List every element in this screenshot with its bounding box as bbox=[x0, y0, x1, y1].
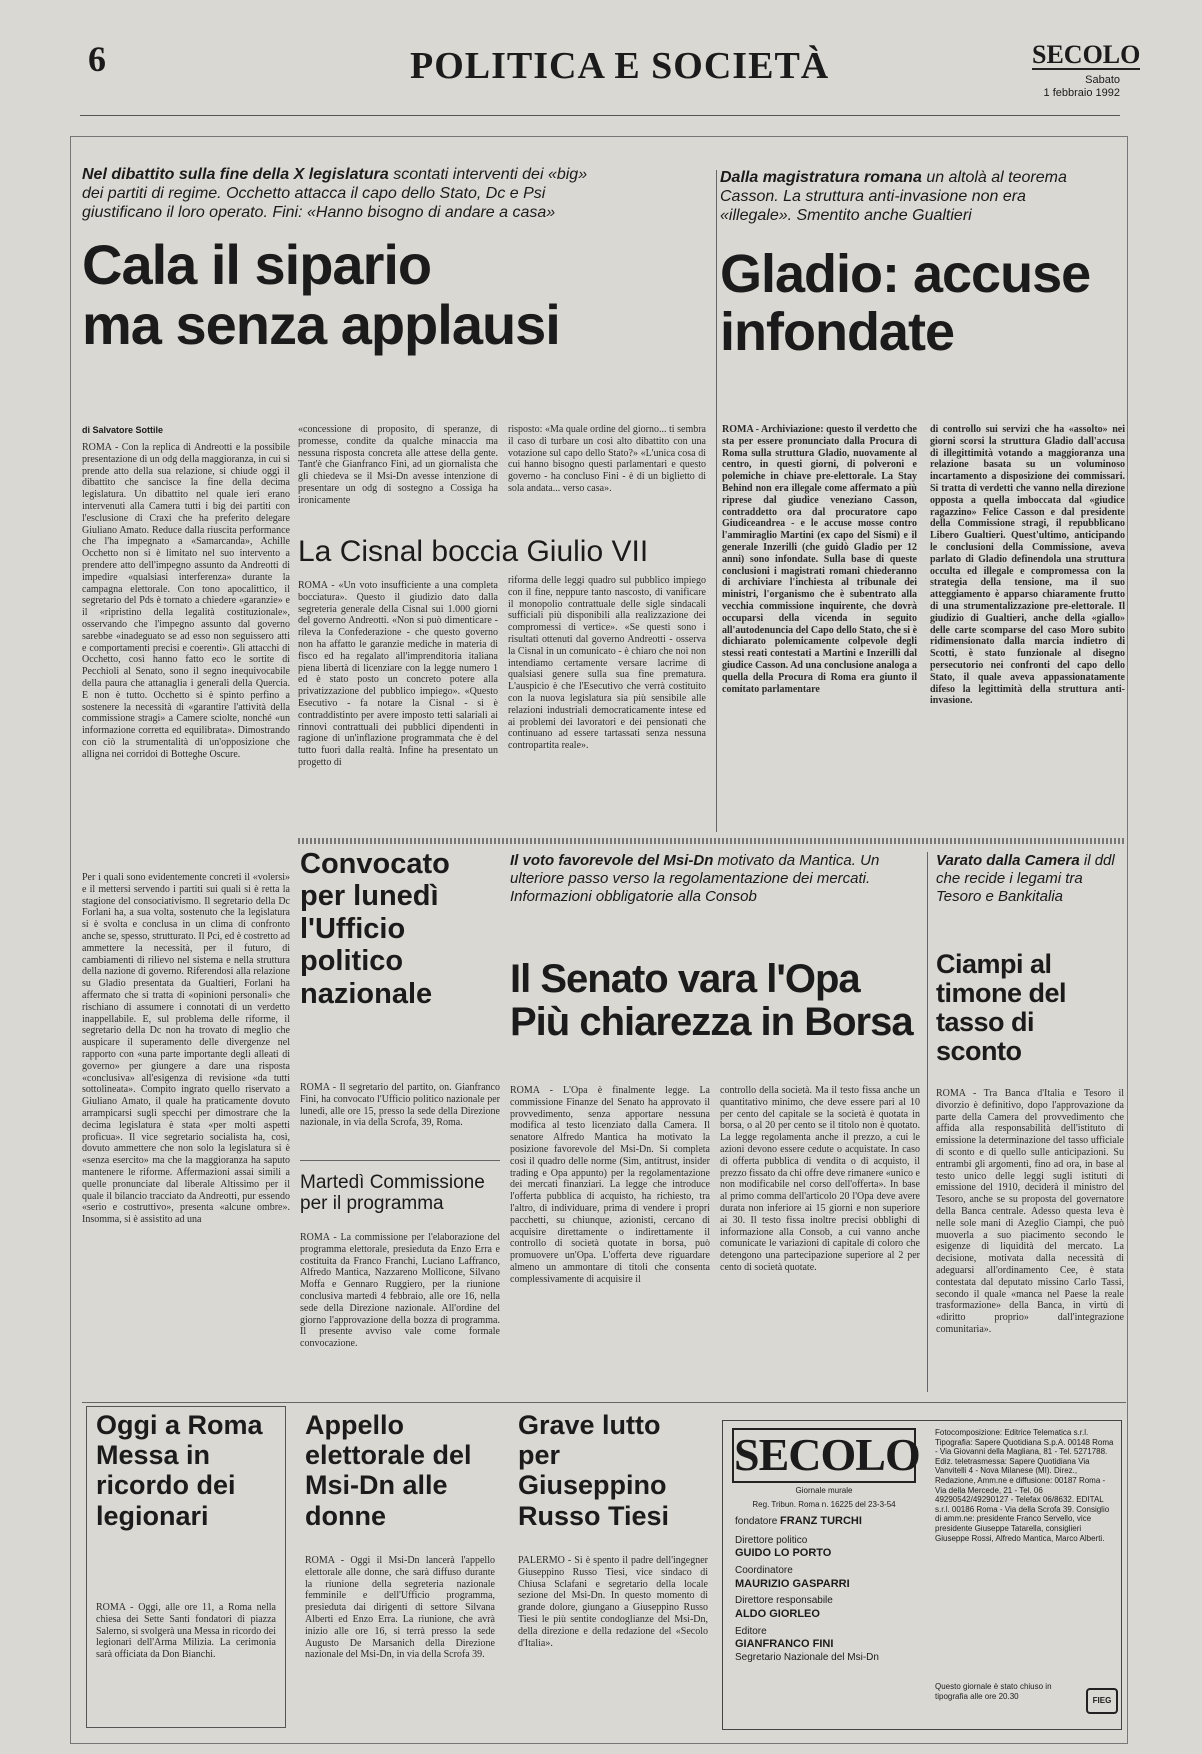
lower-rule bbox=[82, 1402, 1126, 1403]
masthead-logo: SECOLO bbox=[1032, 40, 1141, 69]
article1-headline-line2: ma senza applausi bbox=[82, 293, 560, 357]
article6-headline-line2: Più chiarezza in Borsa bbox=[510, 1000, 913, 1045]
article1-column-bottom: Per i quali sono evidentemente concreti il «volersi» e il mettersi servendo i partiti sui quali si è retta la stagione del consociativismo. Il segretario della Dc Forlani ha, a sua volta, sostenuto che la legislatura si è svolta e conclusa in un clima di confronto anche se, spesso, strutturato. Il Pci, ed è costretto ad ammettere la necessità, per il futuro, di cambiamenti di rilievo nel sistema e nella struttura della nazione di governo. Riferendosi alla relazione su Gladio presentata da Gualtieri, Forlani ha affermato che si tratta di «opinioni personali» che rischiano di assumere i connotati di un verdetto inappellabile. E, sul problema delle riforme, il segretario della Dc non ha trovato di meglio che auspicare il superamento delle divergenze nel rapporto con «una parte importante degli alleati di governo» per giungere a dare una risposta «conclusiva» all'esigenza di revisione «da tutti sottolineata». Compito ingrato quello riservato a Giuliano Amato, il quale ha praticamente dovuto arrampicarsi sugli specchi per dimostrare che la decima legislatura è stata «per molti aspetti proficua». Il vice segretario socialista ha, così, dovuto ammettere che non solo la legislatura si è «senza esercito» ma che la maggioranza ha saputo mantenere le riforme. Affermazioni assai simili a quelle pronunciate dal liberale Altissimo per il quale il bilancio tracciato da Andreotti, pur essendo «serio e costruttivo», presenta «alcune ombre». Insomma, si è assistito ad una bbox=[82, 872, 290, 1226]
article6-column-1: ROMA - L'Opa è finalmente legge. La commissione Finanze del Senato ha approvato il provvedimento, senza apportare nessuna modifica al testo licenziato dalla Camera. Il senatore Alfredo Mantica ha motivato la posizione favorevole del Msi-Dn. Si completa così il quadro delle norme (Sim, antitrust, insider trading e Opa appunto) per la regolamentazione dei mercati finanziari. La legge che introduce l'offerta pubblica di acquisto, ha richiesto, tra l'altro, di individuare, prima di vendere i propri pacchetti, su chiunque, azionisti, cercano di acquisire direttamente o indirettamente il controllo di società quotate in borsa, può promuovere un'Opa. L'offerta deve riguardare almeno un ammontare di titoli che consenta complessivamente di acquisire il bbox=[510, 1085, 710, 1285]
article1-kicker-bold: Nel dibattito sulla fine della X legislatura bbox=[82, 166, 389, 183]
article9-headline: Appello elettorale del Msi-Dn alle donne bbox=[305, 1410, 472, 1531]
article1-column-3: risposto: «Ma quale ordine del giorno... ti sembra il caso di turbare un così alto dibattito con una votazione sul capo dello Stato?» «L'unica cosa di cui hanno bisogno questi parlamentari e questo governo - ha concluso Fini - è di un biglietto di sola andata... verso casa». bbox=[508, 424, 706, 494]
article1-headline bbox=[82, 235, 622, 356]
page-number: 6 bbox=[88, 39, 106, 79]
article10-headline: Grave lutto per Giuseppino Russo Tiesi bbox=[518, 1410, 670, 1531]
article1-column-2: «concessione di proposito, di speranze, di promesse, condite da qualche minaccia ma nessuna risposta concreta alle attese della gente. Tant'è che Gianfranco Fini, ad un giornalista che gli chiedeva se il Msi-Dn avesse intenzione di presentare un odg di sostegno a Cossiga ha ironicamente bbox=[298, 424, 498, 506]
article6-headline bbox=[510, 958, 930, 1044]
fieg-badge: FIEG bbox=[1086, 1688, 1118, 1714]
article7-body: ROMA - Tra Banca d'Italia e Tesoro il divorzio è definitivo, dopo l'approvazione da parte della Camera del provvedimento che affida alla responsabilità dell'istituto di emissione la determinazione del tasso ufficiale di sconto e di quello sulle anticipazioni. Su entrambi gli argomenti, fino ad ora, in base al testo unico delle leggi sugli istituti di emissione del 1910, deciderà il ministro del Tesoro, anche se su proposta del governatore della Banca centrale. Adesso questa leva è nelle sole mani di Azeglio Ciampi, che può muoverla a suo piacimento secondo le esigenze di liquidità del mercato. La decisione, motivata dalla necessità di adeguarsi all'ordinamento Cee, è stata contestata dal deputato missino Carlo Tassi, secondo il quale «manca nel Paese la reale trasformazione» della Banca, in virtù di «diritto proprio» dall'integrazione comunitaria». bbox=[936, 1088, 1124, 1335]
article7-kicker-bold: Varato dalla Camera bbox=[936, 852, 1080, 869]
article7-kicker bbox=[936, 852, 1126, 906]
publisher-name: GIANFRANCO FINI bbox=[735, 1638, 834, 1650]
article8-headline: Oggi a Roma Messa in ricordo dei legionari bbox=[96, 1410, 263, 1531]
article5-body: ROMA - La commissione per l'elaborazione del programma elettorale, presieduta da Enzo Erra e costituita da Franco Franchi, Luciano Laffranco, Alfredo Mantica, Nazzareno Mollicone, Silvano Moffa e Gennaro Ruggiero, per la riunione conclusiva martedì 4 febbraio, alle ore 16, nella sede della Direzione nazionale. All'ordine del giorno l'approvazione della bozza di programma. Il presente avviso vale come formale convocazione. bbox=[300, 1232, 500, 1350]
article1-headline-line1: Cala il sipario bbox=[82, 233, 432, 296]
colophon-registration: Reg. Tribun. Roma n. 16225 del 23-3-54 bbox=[752, 1500, 896, 1509]
article2-kicker-text: un altolà al teorema Casson. La struttura anti-invasione non era «illegale». Smentito anche Gualtieri bbox=[720, 169, 1067, 225]
responsible-director-name: ALDO GIORLEO bbox=[735, 1607, 820, 1620]
article4-headline: Convocato per lunedì l'Ufficio politico nazionale bbox=[300, 848, 450, 1010]
publisher-role: Segretario Nazionale del Msi-Dn bbox=[735, 1651, 879, 1663]
article6-kicker bbox=[510, 852, 910, 906]
article6-kicker-bold: Il voto favorevole del Msi-Dn bbox=[510, 852, 714, 869]
colophon-subtitle: Giornale murale bbox=[795, 1486, 853, 1495]
column-rule-2 bbox=[927, 852, 928, 1392]
political-director-name: GUIDO LO PORTO bbox=[735, 1547, 832, 1560]
article1-kicker-text: scontati interventi dei «big» dei partiti di regime. Occhetto attacca il capo dello Stato, Dc e Psi giustificano il loro operato. Fini: «Hanno bisogno di andare a casa» bbox=[82, 166, 588, 222]
dateline bbox=[1040, 74, 1120, 100]
separator-band bbox=[298, 838, 1126, 844]
article8-body: ROMA - Oggi, alle ore 11, a Roma nella chiesa dei Sette Santi fondatori di piazza Salerno, si svolgerà una Messa in ricordo dei legionari dell'Arma Milizia. La cerimonia sarà officiata da Don Bianchi. bbox=[96, 1602, 276, 1661]
article1-byline: di Salvatore Sottile bbox=[82, 425, 164, 435]
article2-column-1: ROMA - Archiviazione: questo il verdetto che sta per essere pronunciato dalla Procura di Roma sulla struttura Gladio, nuovamente al centro, in questi giorni, di polveroni e polemiche in chiave pre-elettorale. La Stay Behind non era illegale come affermato a più riprese dal giudice veneziano Casson, contraddetto ora dal procuratore capo Giudiceandrea - e le accuse mosse contro l'ammiraglio Martini (ex capo del Sismi) e il generale Inzerilli (che guidò Gladio per 12 anni) sono infondate. Sulla base di queste conclusioni i magistrati romani chiederanno di archiviare l'inchiesta al tribunale dei ministri, l'organismo che è subentrato alla vecchia commissione inquirente, che dovrà occuparsi della vicenda in seguito all'autodenuncia del Capo dello Stato, che si è dichiarato polemicamente colpevole degli stessi reati contestati a Martini e Inzerilli dal giudice Casson. Ad una conclusione analoga a quella della Procura di Roma era giunto il comitato parlamentare bbox=[722, 424, 917, 695]
article2-headline-line2: infondate bbox=[720, 302, 954, 363]
article10-body: PALERMO - Si è spento il padre dell'ingegner Giuseppino Russo Tiesi, vice sindaco di Chiusa Sclafani e segretario della locale sezione del Msi-Dn. In questo momento di grande dolore, giungano a Giuseppino Russo Tiesi le più sentite condoglianze del Msi-Dn, della direzione e della redazione del «Secolo d'Italia». bbox=[518, 1555, 708, 1649]
article2-kicker bbox=[720, 168, 1100, 226]
article4-rule bbox=[300, 1160, 500, 1161]
article3-headline: La Cisnal boccia Giulio VII bbox=[298, 535, 649, 568]
section-title: POLITICA E SOCIETÀ bbox=[410, 45, 830, 87]
article1-column-1: ROMA - Con la replica di Andreotti e la possibile presentazione di un odg della maggioranza, in cui si prende atto della sua relazione, si chiude oggi il dibattito che sancisce la fine della decima legislatura. Un dibattito nel quale ieri erano intervenuti alla Camera tutti i big dei partiti con l'esclusione di Craxi che ha preferito delegare Giuliano Amato. Reduce dalla riuscita performance che l'ha impegnato a «Samarcanda», Achille Occhetto non si è limitato nel suo intervento a prendere atto dell'impegno assunto da Andreotti di impedire «qualsiasi interferenza» durante la campagna elettorale. Con tono apocalittico, il segretario del Pds è tornato a chiedere «garanzie» e il «ripristino della legalità costituzionale», osservando che l'impegno assunto dal governo sarebbe «inadeguato se ad esso non seguissero atti e comportamenti precisi e coerenti». Gli attacchi di Occhetto, così hanno fatto eco le sortite di Pecchioli al Senato, sono il segno inequivocabile della paura che attanaglia i generali della Quercia. E non è tutto. Occhetto si è spinto perfino a sostenere la necessità di «garantire l'attività della commissione stragi» a Camere sciolte, nonché «un informazione corretta ed equilibrata». Dimostrando con ciò la strumentalità di un'opposizione che alligna nei corridoi di Botteghe Oscure. bbox=[82, 442, 290, 760]
article6-kicker-text: motivato da Mantica. Un ulteriore passo verso la regolamentazione dei mercati. Informazioni obbligatorie alla Consob bbox=[510, 852, 880, 905]
article2-headline bbox=[720, 245, 1120, 362]
coordinator-label: Coordinatore bbox=[735, 1565, 793, 1576]
article1-kicker bbox=[82, 165, 602, 223]
publisher-label: Editore bbox=[735, 1625, 767, 1637]
founder-name: FRANZ TURCHI bbox=[780, 1515, 862, 1527]
colophon-logo: SECOLO bbox=[732, 1428, 916, 1483]
article6-column-2: controllo della società. Ma il testo fissa anche un quantitativo minimo, che deve essere pari al 10 per cento del capitale se la società è quotata in borsa, o al 20 per cento se il titolo non è quotato. La legge regolamenta anche il prezzo, a cui le azioni devono essere cedute o acquistate. In caso di offerta pubblica di vendita o di acquisto, il prezzo fissato da chi offre deve rimanere «unico e non modificabile nel corso dell'offerta». In base al primo comma dell'articolo 20 l'Opa deve avere durata non inferiore ai 15 giorni e non superiore ai 30. Il testo fissa inoltre precisi obblighi di informazione alla Consob, a cui vanno anche comunicate le variazioni di capitale di coloro che detengono una partecipazione superiore al 2 per cento di società quotate. bbox=[720, 1085, 920, 1273]
dateline-date: 1 febbraio 1992 bbox=[1043, 87, 1120, 100]
article2-headline-line1: Gladio: accuse bbox=[720, 244, 1091, 304]
article7-kicker-text: il ddl che recide i legami tra Tesoro e Bankitalia bbox=[936, 852, 1115, 905]
article4-body: ROMA - Il segretario del partito, on. Gianfranco Fini, ha convocato l'Ufficio politico nazionale per lunedì, alle ore 15, presso la sede della Direzione nazionale, in via della Scrofa, 39, Roma. bbox=[300, 1082, 500, 1129]
article2-column-2: di controllo sui servizi che ha «assolto» nei giorni scorsi la struttura Gladio dall'accusa di illegittimità votando a maggioranza una relazione basata su un voluminoso incartamento a disposizione dei commissari. Si tratta di verdetti che vanno nella direzione opposta a quella imboccata dal «giudice ragazzino» Felice Casson e dal presidente della Commissione stragi, il repubblicano Libero Gualtieri. Quest'ultimo, anticipando le conclusioni della Commissione, aveva parlato di Gladio definendola una struttura occulta ed illegale e compromessa con la strategia della tensione, ma il suo atteggiamento è apparso chiaramente frutto di una strumentalizzazione pre-elettorale. Il giudizio di Gualtieri, anche della «giallo» delle carte scomparse del caso Moro subito ridimensionato dalla marcia indietro di Scotti, è stato funzionale al disegno persecutorio nei confronti del capo dello Stato, il quale aveva appassionatamente difeso la legittimità della struttura anti-invasione. bbox=[930, 424, 1125, 707]
colophon-note: Questo giornale è stato chiuso in tipografia alle ore 20.30 bbox=[935, 1682, 1052, 1701]
article6-headline-line1: Il Senato vara l'Opa bbox=[510, 957, 860, 1001]
dateline-day: Sabato bbox=[1085, 74, 1120, 86]
founder-label: fondatore bbox=[735, 1516, 778, 1527]
colophon-staff bbox=[735, 1515, 915, 1664]
column-rule bbox=[716, 170, 717, 832]
article3-column-2: riforma delle leggi quadro sul pubblico impiego con il fine, neppure tanto nascosto, di vanificare il monopolio contrattuale delle sigle sindacali sufficiali più disponibili alla realizzazione dei compromessi di vertice». «Se questi sono i risultati ottenuti dal governo Andreotti - osserva la Cisnal in un comunicato - è chiaro che noi non intendiamo certamente versare lacrime di qualsiasi genere sulla sua fine prematura. L'auspicio è che l'Esecutivo che verrà costituito con la nuova legislatura sia più sensibile alle relazioni industriali democraticamente intese ed ai problemi dei lavoratori e dei pensionati che continuano ad essere tartassati senza nessuna contropartita reale». bbox=[508, 575, 706, 752]
article9-body: ROMA - Oggi il Msi-Dn lancerà l'appello elettorale alle donne, che sarà diffuso durante la riunione della segreteria nazionale femminile e dell'Ufficio programma, presieduta dai dirigenti di settore Silvana Alberti ed Enzo Erra. La riunione, che avrà inizio alle ore 16, si terrà presso la sede Augusto De Marsanich della Direzione nazionale del Msi-Dn, in via della Scrofa 39. bbox=[305, 1555, 495, 1661]
header-rule bbox=[80, 115, 1120, 116]
article2-kicker-bold: Dalla magistratura romana bbox=[720, 169, 922, 186]
article3-column-1: ROMA - «Un voto insufficiente a una completa bocciatura». Questo il giudizio dato dalla segreteria generale della Cisnal sui 1.000 giorni del governo Andreotti. «Non si può dimenticare - rileva la Confederazione - che questo governo non ha affatto le garanzie mediche in materia di fisco ed ha regalato all'imprenditoria italiana piena libertà di licenziare con la legge numero 1 ed è stato posto un concreto potere alla privatizzazione del pubblico impiego». «Questo Esecutivo - fa notare la Cisnal - si è contraddistinto per avere imposto tetti salariali ai rinnovi contrattuali dei pubblici dipendenti in ragione di un'inflazione programmata che è del tutto fuori dalla realtà. Infine ha presentato un progetto di bbox=[298, 580, 498, 768]
colophon-side-text: Fotocomposizione: Editrice Telematica s.r.l. Tipografia: Sapere Quotidiana S.p.A. 00148 Roma - Via Giovanni della Magliana, 81 - Tel. 5271788. Ediz. teletrasmessa: Sapere Quotidiana Via Vanvitelli 4 - Nova Milanese (MI). Direz., Redazione, Amm.ne e diffusione: 00187 Roma - Via della Mercede, 21 - Tel. 06 49290542/49290127 - Telefax 06/8632. EDITAL s.r.l. 00186 Roma - Via della Scrofa 39. Consiglio di amm.ne: presidente Franco Servello, vice presidente Giuseppe Tatarella, consiglieri Giuseppe Rossi, Alfredo Mantica, Marco Alberti. bbox=[935, 1428, 1114, 1543]
coordinator-name: MAURIZIO GASPARRI bbox=[735, 1577, 850, 1590]
article5-headline: Martedì Commissione per il programma bbox=[300, 1172, 485, 1215]
responsible-director-label: Direttore responsabile bbox=[735, 1595, 833, 1607]
article7-headline: Ciampi al timone del tasso di sconto bbox=[936, 949, 1067, 1067]
political-director-label: Direttore politico bbox=[735, 1534, 808, 1546]
